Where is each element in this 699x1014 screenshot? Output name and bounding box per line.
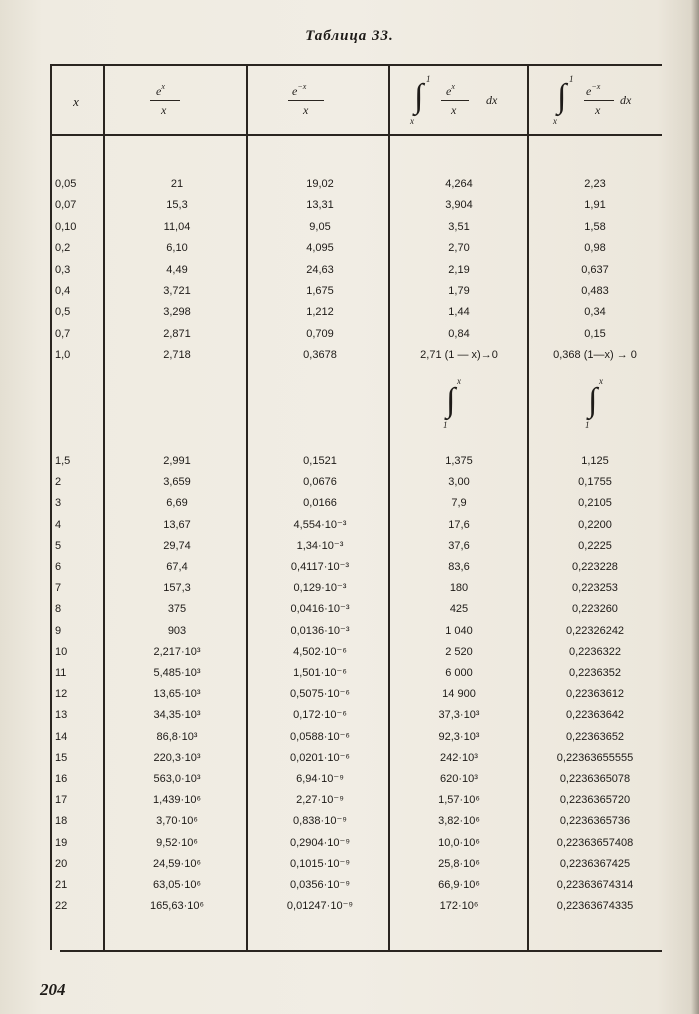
cell-e-minus-x-over-x: 6,94·10⁻⁹ <box>296 773 344 785</box>
cell-e-minus-x-over-x: 4,554·10⁻³ <box>293 519 347 531</box>
cell-x: 9 <box>55 625 62 637</box>
cell-integral-ex: 1,375 <box>445 455 473 467</box>
table-bottom-rule <box>60 950 662 952</box>
cell-x: 0,07 <box>55 199 77 211</box>
cell-x: 0,05 <box>55 178 77 190</box>
cell-integral-ex: 2 520 <box>445 646 473 658</box>
cell-integral-e-minus-x: 0,2236365078 <box>559 773 631 785</box>
cell-integral-ex: 3,51 <box>448 221 470 233</box>
cell-integral-e-minus-x: 0,2105 <box>578 497 612 509</box>
header-col4-lower-limit: x <box>553 116 557 126</box>
cell-x: 20 <box>55 858 68 870</box>
cell-x: 0,5 <box>55 306 71 318</box>
cell-integral-e-minus-x: 0,98 <box>584 242 606 254</box>
cell-integral-e-minus-x: 0,2200 <box>578 519 612 531</box>
header-col3-fraction-bar <box>441 100 469 101</box>
section2-col4-integral-sign: ∫ <box>588 382 598 419</box>
cell-x: 0,10 <box>55 221 77 233</box>
cell-e-minus-x-over-x: 4,095 <box>306 242 334 254</box>
cell-integral-ex: 4,264 <box>445 178 473 190</box>
cell-e-minus-x-over-x: 0,0676 <box>303 476 337 488</box>
cell-integral-e-minus-x: 0,483 <box>581 285 609 297</box>
cell-x: 10 <box>55 646 68 658</box>
cell-e-minus-x-over-x: 0,0166 <box>303 497 337 509</box>
cell-integral-e-minus-x: 0,22363674314 <box>556 879 634 891</box>
cell-ex-over-x: 15,3 <box>166 199 188 211</box>
cell-e-minus-x-over-x: 0,01247·10⁻⁹ <box>286 900 354 912</box>
cell-integral-ex: 10,0·10⁶ <box>438 837 480 849</box>
cell-e-minus-x-over-x: 0,0356·10⁻⁹ <box>289 879 351 891</box>
table-caption: Таблица 33. <box>305 28 394 44</box>
cell-integral-e-minus-x: 0,223260 <box>572 603 618 615</box>
section2-col3-integral-sign: ∫ <box>446 382 456 419</box>
cell-ex-over-x: 3,721 <box>163 285 191 297</box>
cell-integral-ex: 1,79 <box>448 285 470 297</box>
cell-ex-over-x: 29,74 <box>163 540 191 552</box>
cell-e-minus-x-over-x: 1,675 <box>306 285 334 297</box>
section2-col4-lower-limit: 1 <box>585 420 590 430</box>
cell-e-minus-x-over-x: 4,502·10⁻⁶ <box>293 646 347 658</box>
cell-integral-ex: 37,6 <box>448 540 470 552</box>
cell-integral-ex: 7,9 <box>451 497 467 509</box>
header-col4-denominator: x <box>595 103 601 117</box>
cell-x: 0,4 <box>55 285 71 297</box>
cell-x: 7 <box>55 582 62 594</box>
cell-ex-over-x: 13,67 <box>163 519 191 531</box>
cell-x: 12 <box>55 688 68 700</box>
cell-x: 11 <box>55 667 67 679</box>
cell-ex-over-x: 563,0·10³ <box>153 773 201 785</box>
cell-e-minus-x-over-x: 0,0416·10⁻³ <box>290 603 350 615</box>
cell-integral-e-minus-x: 0,22326242 <box>565 625 625 637</box>
cell-ex-over-x: 21 <box>170 178 184 190</box>
cell-e-minus-x-over-x: 0,129·10⁻³ <box>293 582 347 594</box>
cell-e-minus-x-over-x: 0,1521 <box>303 455 337 467</box>
page-number: 204 <box>40 980 66 999</box>
cell-e-minus-x-over-x: 0,3678 <box>303 349 337 361</box>
cell-integral-e-minus-x: 0,368 (1—x) → 0 <box>553 349 637 361</box>
cell-e-minus-x-over-x: 1,501·10⁻⁶ <box>293 667 347 679</box>
cell-integral-ex: 1,57·10⁶ <box>438 794 480 806</box>
cell-integral-ex: 172·10⁶ <box>439 900 479 912</box>
cell-e-minus-x-over-x: 0,0201·10⁻⁶ <box>290 752 350 764</box>
cell-integral-e-minus-x: 1,91 <box>584 199 606 211</box>
cell-e-minus-x-over-x: 0,0136·10⁻³ <box>290 625 350 637</box>
cell-x: 19 <box>55 837 68 849</box>
cell-integral-ex: 2,71 (1 — x)→0 <box>420 349 498 361</box>
cell-e-minus-x-over-x: 1,212 <box>306 306 334 318</box>
header-col4-numerator: $e^{-x}$ <box>586 82 601 98</box>
cell-x: 0,7 <box>55 328 71 340</box>
cell-integral-ex: 3,904 <box>445 199 473 211</box>
cell-e-minus-x-over-x: 0,0588·10⁻⁶ <box>290 731 350 743</box>
header-x: x <box>73 94 79 109</box>
cell-ex-over-x: 3,659 <box>163 476 191 488</box>
cell-x: 4 <box>55 519 62 531</box>
cell-ex-over-x: 34,35·10³ <box>153 709 201 721</box>
cell-ex-over-x: 2,718 <box>163 349 191 361</box>
cell-integral-ex: 2,19 <box>448 264 470 276</box>
cell-integral-e-minus-x: 0,223228 <box>572 561 618 573</box>
cell-ex-over-x: 375 <box>167 603 187 615</box>
cell-x: 8 <box>55 603 62 615</box>
cell-integral-ex: 6 000 <box>445 667 473 679</box>
header-col4-fraction-bar <box>584 100 614 101</box>
cell-integral-e-minus-x: 2,23 <box>584 178 606 190</box>
cell-x: 1,0 <box>55 349 71 361</box>
header-col3-denominator: x <box>451 103 457 117</box>
cell-e-minus-x-over-x: 13,31 <box>306 199 334 211</box>
cell-ex-over-x: 67,4 <box>166 561 188 573</box>
section2-col4-upper-limit: x <box>599 376 603 386</box>
cell-x: 3 <box>55 497 62 509</box>
cell-integral-e-minus-x: 1,58 <box>584 221 606 233</box>
header-col2-denominator: x <box>303 103 309 117</box>
cell-integral-e-minus-x: 0,22363655555 <box>556 752 634 764</box>
column-divider-4 <box>527 64 529 950</box>
cell-integral-e-minus-x: 0,22363612 <box>565 688 625 700</box>
header-bottom-rule <box>50 134 662 136</box>
cell-ex-over-x: 1,439·10⁶ <box>153 794 201 806</box>
cell-e-minus-x-over-x: 0,2904·10⁻⁹ <box>289 837 351 849</box>
cell-x: 13 <box>55 709 68 721</box>
cell-e-minus-x-over-x: 0,709 <box>306 328 334 340</box>
cell-ex-over-x: 13,65·10³ <box>153 688 201 700</box>
header-col1-fraction-bar <box>150 100 180 101</box>
cell-ex-over-x: 9,52·10⁶ <box>156 837 198 849</box>
section2-col3-lower-limit: 1 <box>443 420 448 430</box>
cell-x: 17 <box>55 794 68 806</box>
cell-x: 0,2 <box>55 242 71 254</box>
cell-ex-over-x: 2,217·10³ <box>153 646 201 658</box>
cell-x: 0,3 <box>55 264 71 276</box>
cell-integral-ex: 3,00 <box>448 476 470 488</box>
cell-x: 5 <box>55 540 62 552</box>
cell-integral-ex: 1 040 <box>445 625 473 637</box>
cell-integral-ex: 3,82·10⁶ <box>438 815 480 827</box>
cell-ex-over-x: 220,3·10³ <box>153 752 201 764</box>
cell-ex-over-x: 2,871 <box>163 328 191 340</box>
cell-x: 22 <box>55 900 68 912</box>
cell-integral-ex: 180 <box>449 582 469 594</box>
header-col3-numerator: $e^x$ <box>446 82 455 98</box>
cell-integral-e-minus-x: 0,2236322 <box>569 646 621 658</box>
cell-e-minus-x-over-x: 0,838·10⁻⁹ <box>293 815 347 827</box>
cell-integral-ex: 25,8·10⁶ <box>438 858 480 870</box>
cell-ex-over-x: 3,298 <box>163 306 191 318</box>
cell-ex-over-x: 63,05·10⁶ <box>153 879 201 891</box>
cell-x: 2 <box>55 476 62 488</box>
cell-integral-e-minus-x: 0,2225 <box>578 540 612 552</box>
cell-integral-ex: 0,84 <box>448 328 470 340</box>
header-col4-integral-sign: ∫ <box>557 78 567 115</box>
cell-integral-ex: 620·10³ <box>440 773 478 785</box>
cell-integral-e-minus-x: 0,15 <box>584 328 606 340</box>
cell-x: 18 <box>55 815 68 827</box>
cell-integral-e-minus-x: 0,1755 <box>578 476 612 488</box>
column-divider-2 <box>246 64 248 950</box>
cell-e-minus-x-over-x: 9,05 <box>309 221 331 233</box>
cell-integral-ex: 14 900 <box>442 688 476 700</box>
header-col4-upper-limit: 1 <box>569 74 574 84</box>
cell-integral-e-minus-x: 0,637 <box>581 264 609 276</box>
cell-ex-over-x: 903 <box>167 625 187 637</box>
cell-integral-e-minus-x: 0,2236365720 <box>559 794 631 806</box>
cell-integral-e-minus-x: 0,2236352 <box>569 667 621 679</box>
cell-e-minus-x-over-x: 2,27·10⁻⁹ <box>296 794 344 806</box>
cell-ex-over-x: 6,10 <box>166 242 188 254</box>
cell-integral-e-minus-x: 0,2236367425 <box>559 858 631 870</box>
header-col4-dx: dx <box>620 93 632 107</box>
cell-ex-over-x: 86,8·10³ <box>156 731 198 743</box>
cell-integral-e-minus-x: 0,2236365736 <box>559 815 631 827</box>
cell-x: 6 <box>55 561 62 573</box>
cell-ex-over-x: 6,69 <box>166 497 188 509</box>
cell-integral-ex: 242·10³ <box>440 752 478 764</box>
cell-ex-over-x: 165,63·10⁶ <box>149 900 205 912</box>
cell-x: 16 <box>55 773 68 785</box>
page-edge-shadow <box>691 0 699 1014</box>
cell-integral-ex: 83,6 <box>448 561 470 573</box>
cell-e-minus-x-over-x: 24,63 <box>306 264 334 276</box>
cell-e-minus-x-over-x: 1,34·10⁻³ <box>296 540 344 552</box>
header-col2-fraction-bar <box>288 100 324 101</box>
cell-integral-e-minus-x: 0,22363652 <box>565 731 625 743</box>
header-col1-denominator: x <box>161 103 167 117</box>
cell-integral-ex: 2,70 <box>448 242 470 254</box>
column-divider-left <box>50 64 52 950</box>
header-col3-integral-sign: ∫ <box>414 78 424 115</box>
cell-integral-e-minus-x: 0,22363674335 <box>556 900 634 912</box>
cell-e-minus-x-over-x: 0,1015·10⁻⁹ <box>289 858 351 870</box>
cell-integral-ex: 92,3·10³ <box>438 731 480 743</box>
cell-ex-over-x: 4,49 <box>166 264 188 276</box>
cell-ex-over-x: 11,04 <box>163 221 191 233</box>
cell-integral-ex: 66,9·10⁶ <box>438 879 480 891</box>
cell-integral-ex: 425 <box>449 603 469 615</box>
cell-integral-e-minus-x: 0,22363657408 <box>556 837 634 849</box>
cell-e-minus-x-over-x: 0,172·10⁻⁶ <box>293 709 347 721</box>
column-divider-1 <box>103 64 105 950</box>
cell-integral-ex: 37,3·10³ <box>438 709 480 721</box>
cell-ex-over-x: 157,3 <box>163 582 191 594</box>
section2-col3-upper-limit: x <box>457 376 461 386</box>
cell-e-minus-x-over-x: 19,02 <box>306 178 334 190</box>
cell-x: 14 <box>55 731 68 743</box>
cell-integral-ex: 1,44 <box>448 306 470 318</box>
cell-integral-e-minus-x: 0,34 <box>584 306 606 318</box>
cell-x: 21 <box>55 879 68 891</box>
cell-integral-e-minus-x: 1,125 <box>581 455 609 467</box>
header-col1-numerator: $e^x$ <box>156 82 165 98</box>
cell-ex-over-x: 24,59·10⁶ <box>153 858 201 870</box>
cell-integral-ex: 17,6 <box>448 519 470 531</box>
header-col3-dx: dx <box>486 93 498 107</box>
cell-integral-e-minus-x: 0,223253 <box>572 582 618 594</box>
cell-ex-over-x: 5,485·10³ <box>153 667 201 679</box>
cell-ex-over-x: 3,70·10⁶ <box>156 815 198 827</box>
header-col3-upper-limit: 1 <box>426 74 431 84</box>
cell-e-minus-x-over-x: 0,4117·10⁻³ <box>290 561 350 573</box>
cell-x: 1,5 <box>55 455 71 467</box>
cell-x: 15 <box>55 752 68 764</box>
cell-integral-e-minus-x: 0,22363642 <box>565 709 625 721</box>
table-top-rule <box>50 64 662 66</box>
cell-e-minus-x-over-x: 0,5075·10⁻⁶ <box>290 688 350 700</box>
header-col2-numerator: $e^{-x}$ <box>292 82 307 98</box>
header-col3-lower-limit: x <box>410 116 414 126</box>
cell-ex-over-x: 2,991 <box>163 455 191 467</box>
